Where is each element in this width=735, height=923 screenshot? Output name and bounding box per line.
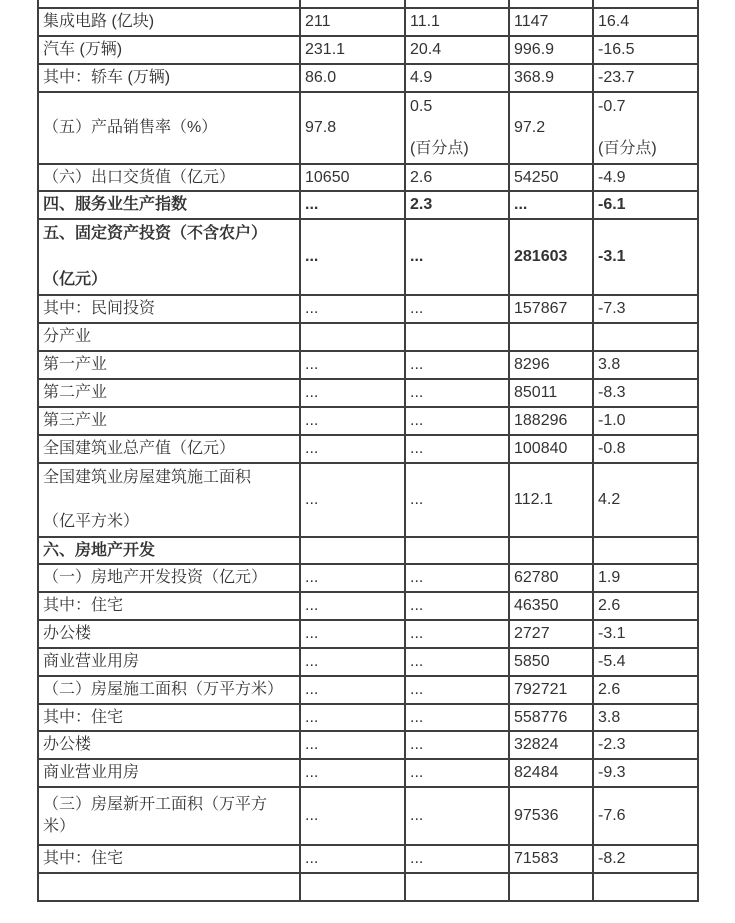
cell-line: -0.7 bbox=[598, 98, 626, 115]
table-row bbox=[38, 592, 698, 620]
item-label-cell: 其中：民间投资 bbox=[38, 295, 300, 323]
value-cell: 97536 bbox=[509, 787, 593, 845]
value-cell: ... bbox=[405, 407, 509, 435]
item-label-cell: 全国建筑业总产值（亿元） bbox=[38, 435, 300, 463]
item-label-cell: 商业营业用房 bbox=[38, 648, 300, 676]
value-cell: 82484 bbox=[509, 759, 593, 787]
value-cell bbox=[405, 92, 509, 164]
multiline-cell-content bbox=[43, 464, 297, 536]
item-label-cell bbox=[38, 0, 300, 8]
value-cell: ... bbox=[300, 592, 405, 620]
value-cell: 231.1 bbox=[300, 36, 405, 64]
value-cell: 100840 bbox=[509, 435, 593, 463]
value-cell: ... bbox=[300, 463, 405, 537]
cell-line: (百分点) bbox=[598, 139, 657, 157]
multiline-cell-content bbox=[598, 93, 695, 163]
item-label-cell: 汽车 (万辆) bbox=[38, 36, 300, 64]
value-cell: 1147 bbox=[509, 8, 593, 36]
table-row bbox=[38, 191, 698, 219]
value-cell: 368.9 bbox=[509, 64, 593, 92]
table-row bbox=[38, 676, 698, 704]
cell-line: 五、固定资产投资（不含农户） bbox=[43, 225, 268, 242]
table-row bbox=[38, 463, 698, 537]
value-cell bbox=[405, 873, 509, 901]
item-label-cell: （六）出口交货值（亿元） bbox=[38, 164, 300, 191]
value-cell: ... bbox=[405, 295, 509, 323]
value-cell: 32824 bbox=[509, 731, 593, 759]
statistics-table bbox=[37, 0, 699, 902]
value-cell: ... bbox=[300, 435, 405, 463]
value-cell: -2.3 bbox=[593, 731, 698, 759]
value-cell bbox=[300, 0, 405, 8]
value-cell: ... bbox=[405, 564, 509, 592]
value-cell bbox=[593, 873, 698, 901]
value-cell: 1.9 bbox=[593, 564, 698, 592]
value-cell: -0.8 bbox=[593, 435, 698, 463]
cell-line: （三）房屋新开工面积（万平方 bbox=[43, 796, 268, 814]
table-row bbox=[38, 351, 698, 379]
table-row-bottom-clipped bbox=[38, 873, 698, 901]
value-cell bbox=[593, 323, 698, 351]
item-label-cell: 六、房地产开发 bbox=[38, 537, 300, 564]
value-cell: ... bbox=[405, 787, 509, 845]
value-cell: -3.1 bbox=[593, 620, 698, 648]
table-row bbox=[38, 537, 698, 564]
value-cell: 4.9 bbox=[405, 64, 509, 92]
value-cell: ... bbox=[300, 787, 405, 845]
table-row bbox=[38, 564, 698, 592]
cell-line: 米） bbox=[43, 818, 76, 835]
item-label-cell bbox=[38, 463, 300, 537]
table-row bbox=[38, 407, 698, 435]
value-cell: -1.0 bbox=[593, 407, 698, 435]
value-cell: ... bbox=[300, 379, 405, 407]
value-cell: 16.4 bbox=[593, 8, 698, 36]
value-cell: ... bbox=[300, 704, 405, 731]
value-cell: 2.3 bbox=[405, 191, 509, 219]
value-cell: 2.6 bbox=[593, 676, 698, 704]
value-cell: ... bbox=[300, 620, 405, 648]
value-cell bbox=[593, 92, 698, 164]
value-cell: ... bbox=[405, 620, 509, 648]
table-row bbox=[38, 219, 698, 295]
value-cell: ... bbox=[405, 704, 509, 731]
item-label-cell: 办公楼 bbox=[38, 731, 300, 759]
table-row bbox=[38, 704, 698, 731]
multiline-cell-content bbox=[43, 788, 297, 844]
value-cell: -8.3 bbox=[593, 379, 698, 407]
value-cell: ... bbox=[509, 191, 593, 219]
value-cell: ... bbox=[405, 648, 509, 676]
cell-line: (百分点) bbox=[410, 139, 469, 157]
value-cell: -6.1 bbox=[593, 191, 698, 219]
cell-line: 0.5 bbox=[410, 98, 433, 115]
table-row bbox=[38, 845, 698, 873]
value-cell bbox=[509, 0, 593, 8]
value-cell: 112.1 bbox=[509, 463, 593, 537]
value-cell: ... bbox=[405, 592, 509, 620]
value-cell: 188296 bbox=[509, 407, 593, 435]
item-label-cell: 其中：住宅 bbox=[38, 845, 300, 873]
value-cell bbox=[509, 873, 593, 901]
value-cell: 792721 bbox=[509, 676, 593, 704]
value-cell: ... bbox=[405, 379, 509, 407]
table-row bbox=[38, 323, 698, 351]
value-cell: 3.8 bbox=[593, 351, 698, 379]
value-cell: 2.6 bbox=[405, 164, 509, 191]
item-label-cell: 集成电路 (亿块) bbox=[38, 8, 300, 36]
item-label-cell: 第三产业 bbox=[38, 407, 300, 435]
value-cell: 8296 bbox=[509, 351, 593, 379]
value-cell: 996.9 bbox=[509, 36, 593, 64]
value-cell: ... bbox=[300, 295, 405, 323]
item-label-cell: 四、服务业生产指数 bbox=[38, 191, 300, 219]
value-cell: ... bbox=[300, 191, 405, 219]
item-label-cell: 其中：住宅 bbox=[38, 592, 300, 620]
value-cell: -3.1 bbox=[593, 219, 698, 295]
value-cell: ... bbox=[300, 845, 405, 873]
item-label-cell: 分产业 bbox=[38, 323, 300, 351]
value-cell: 71583 bbox=[509, 845, 593, 873]
statistics-table-viewport bbox=[37, 0, 699, 902]
cell-line: （亿元） bbox=[43, 270, 108, 288]
value-cell: 10650 bbox=[300, 164, 405, 191]
value-cell bbox=[509, 537, 593, 564]
value-cell: ... bbox=[405, 463, 509, 537]
value-cell: 157867 bbox=[509, 295, 593, 323]
value-cell: 558776 bbox=[509, 704, 593, 731]
value-cell: 54250 bbox=[509, 164, 593, 191]
value-cell: ... bbox=[405, 845, 509, 873]
value-cell bbox=[300, 537, 405, 564]
table-row bbox=[38, 435, 698, 463]
table-row bbox=[38, 64, 698, 92]
table-row bbox=[38, 620, 698, 648]
value-cell: -7.3 bbox=[593, 295, 698, 323]
table-row bbox=[38, 295, 698, 323]
value-cell: 20.4 bbox=[405, 36, 509, 64]
value-cell: 4.2 bbox=[593, 463, 698, 537]
value-cell: ... bbox=[300, 731, 405, 759]
value-cell bbox=[405, 0, 509, 8]
value-cell: ... bbox=[405, 676, 509, 704]
item-label-cell: （二）房屋施工面积（万平方米） bbox=[38, 676, 300, 704]
value-cell: ... bbox=[300, 759, 405, 787]
value-cell: 85011 bbox=[509, 379, 593, 407]
value-cell bbox=[509, 323, 593, 351]
value-cell: -5.4 bbox=[593, 648, 698, 676]
value-cell: ... bbox=[405, 759, 509, 787]
value-cell: ... bbox=[405, 351, 509, 379]
value-cell bbox=[405, 537, 509, 564]
table-row bbox=[38, 759, 698, 787]
table-row bbox=[38, 379, 698, 407]
statistics-table-body bbox=[38, 0, 698, 901]
value-cell: ... bbox=[300, 648, 405, 676]
value-cell: 2.6 bbox=[593, 592, 698, 620]
value-cell bbox=[300, 873, 405, 901]
item-label-cell: （一）房地产开发投资（亿元） bbox=[38, 564, 300, 592]
value-cell: ... bbox=[405, 219, 509, 295]
table-row bbox=[38, 8, 698, 36]
value-cell: -4.9 bbox=[593, 164, 698, 191]
value-cell: 5850 bbox=[509, 648, 593, 676]
value-cell: 3.8 bbox=[593, 704, 698, 731]
cell-line: （亿平方米） bbox=[43, 512, 140, 530]
table-row bbox=[38, 731, 698, 759]
value-cell bbox=[593, 537, 698, 564]
value-cell: ... bbox=[405, 435, 509, 463]
value-cell: 86.0 bbox=[300, 64, 405, 92]
table-row-top-clipped bbox=[38, 0, 698, 8]
table-row bbox=[38, 164, 698, 191]
table-row bbox=[38, 92, 698, 164]
table-row bbox=[38, 36, 698, 64]
item-label-cell bbox=[38, 219, 300, 295]
item-label-cell: 其中：住宅 bbox=[38, 704, 300, 731]
value-cell: ... bbox=[300, 351, 405, 379]
table-row bbox=[38, 787, 698, 845]
value-cell: 46350 bbox=[509, 592, 593, 620]
item-label-cell: 其中：轿车 (万辆) bbox=[38, 64, 300, 92]
item-label-cell: 商业营业用房 bbox=[38, 759, 300, 787]
value-cell: 62780 bbox=[509, 564, 593, 592]
value-cell: ... bbox=[300, 564, 405, 592]
value-cell: 97.8 bbox=[300, 92, 405, 164]
value-cell: -16.5 bbox=[593, 36, 698, 64]
item-label-cell: 第二产业 bbox=[38, 379, 300, 407]
value-cell: 211 bbox=[300, 8, 405, 36]
multiline-cell-content bbox=[410, 93, 506, 163]
cell-line: 全国建筑业房屋建筑施工面积 bbox=[43, 469, 252, 486]
item-label-cell: （五）产品销售率（%） bbox=[38, 92, 300, 164]
value-cell: ... bbox=[300, 219, 405, 295]
value-cell: ... bbox=[300, 676, 405, 704]
value-cell: -7.6 bbox=[593, 787, 698, 845]
value-cell: -9.3 bbox=[593, 759, 698, 787]
table-row bbox=[38, 648, 698, 676]
value-cell: 11.1 bbox=[405, 8, 509, 36]
value-cell: ... bbox=[300, 407, 405, 435]
item-label-cell: 办公楼 bbox=[38, 620, 300, 648]
value-cell: ... bbox=[405, 731, 509, 759]
value-cell: 2727 bbox=[509, 620, 593, 648]
value-cell bbox=[405, 323, 509, 351]
item-label-cell: 第一产业 bbox=[38, 351, 300, 379]
multiline-cell-content bbox=[43, 220, 297, 294]
value-cell: -8.2 bbox=[593, 845, 698, 873]
value-cell bbox=[300, 323, 405, 351]
item-label-cell bbox=[38, 873, 300, 901]
item-label-cell bbox=[38, 787, 300, 845]
value-cell: 97.2 bbox=[509, 92, 593, 164]
value-cell bbox=[593, 0, 698, 8]
value-cell: -23.7 bbox=[593, 64, 698, 92]
value-cell: 281603 bbox=[509, 219, 593, 295]
